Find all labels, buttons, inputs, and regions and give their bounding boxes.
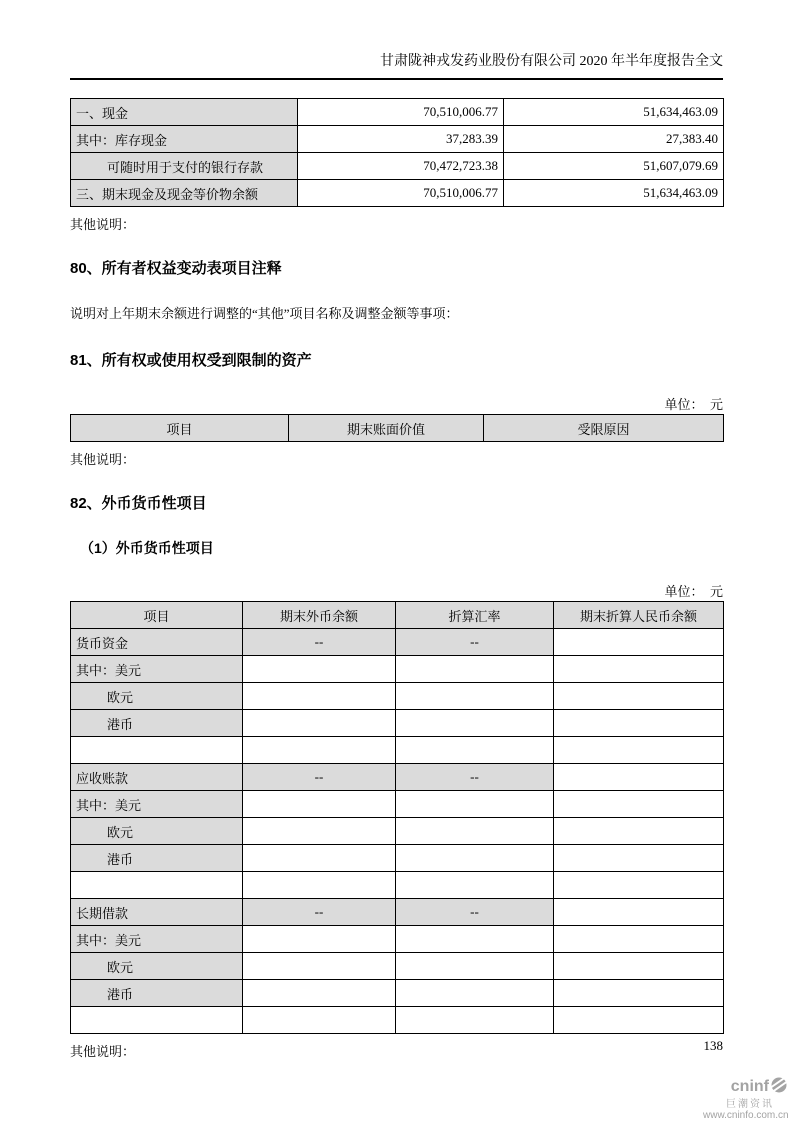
section-80-heading: 80、所有者权益变动表项目注释 — [70, 260, 282, 277]
cell-rate — [396, 791, 554, 818]
cninfo-brand-text: cninf — [730, 1078, 769, 1095]
col-header-item: 项目 — [71, 602, 243, 629]
cell-cny-balance — [554, 899, 724, 926]
cell-rate — [396, 1007, 554, 1034]
cell-rate — [396, 710, 554, 737]
cell-rate: -- — [396, 629, 554, 656]
table-row — [71, 126, 724, 153]
col-header-restriction-reason: 受限原因 — [484, 415, 724, 442]
table-row — [71, 980, 724, 1007]
cell-rate: -- — [396, 764, 554, 791]
cell-begin-balance: 51,634,463.09 — [504, 180, 724, 207]
cell-fc-balance: -- — [243, 629, 396, 656]
section-82-subheading: （1）外币货币性项目 — [80, 540, 214, 556]
table-header-row — [71, 415, 724, 442]
cell-label: 欧元 — [71, 818, 243, 845]
col-header-book-value: 期末账面价值 — [289, 415, 484, 442]
table-row — [71, 710, 724, 737]
cell-label: 货币资金 — [71, 629, 243, 656]
table-row — [71, 791, 724, 818]
table-row — [71, 737, 724, 764]
cell-rate — [396, 953, 554, 980]
cell-rate — [396, 872, 554, 899]
cninfo-cn-name: 巨潮资讯 — [726, 1098, 774, 1110]
cell-fc-balance — [243, 710, 396, 737]
section-82-heading: 82、外币货币性项目 — [70, 495, 207, 512]
cell-label: 欧元 — [71, 683, 243, 710]
cell-cny-balance — [554, 737, 724, 764]
forex-monetary-items-table — [70, 601, 724, 1034]
table-row — [71, 629, 724, 656]
table-row — [71, 180, 724, 207]
cell-cny-balance — [554, 980, 724, 1007]
cell-label: 三、期末现金及现金等价物余额 — [71, 180, 298, 207]
cell-end-balance: 70,472,723.38 — [298, 153, 504, 180]
cell-rate — [396, 737, 554, 764]
table-row — [71, 683, 724, 710]
cninfo-logo-brand-row — [703, 1076, 788, 1099]
cell-fc-balance — [243, 953, 396, 980]
cell-fc-balance — [243, 683, 396, 710]
cell-label: 其中：美元 — [71, 656, 243, 683]
cell-label: 港币 — [71, 980, 243, 1007]
cell-fc-balance — [243, 737, 396, 764]
cell-label — [71, 1007, 243, 1034]
cell-label — [71, 872, 243, 899]
cell-fc-balance — [243, 818, 396, 845]
cell-fc-balance — [243, 926, 396, 953]
cell-begin-balance: 51,607,079.69 — [504, 153, 724, 180]
section-80-paragraph: 说明对上年期末余额进行调整的“其他”项目名称及调整金额等事项： — [70, 306, 459, 321]
cell-cny-balance — [554, 818, 724, 845]
table-row — [71, 764, 724, 791]
cell-label: 港币 — [71, 845, 243, 872]
cell-label: 长期借款 — [71, 899, 243, 926]
cell-label: 一、现金 — [71, 99, 298, 126]
cell-cny-balance — [554, 953, 724, 980]
cell-fc-balance — [243, 980, 396, 1007]
cell-label: 欧元 — [71, 953, 243, 980]
col-header-item: 项目 — [71, 415, 289, 442]
cell-cny-balance — [554, 683, 724, 710]
col-header-fc-balance: 期末外币余额 — [243, 602, 396, 629]
unit-label: 单位： 元 — [664, 397, 723, 412]
cell-rate — [396, 683, 554, 710]
cell-cny-balance — [554, 926, 724, 953]
cell-cny-balance — [554, 1007, 724, 1034]
table-row — [71, 818, 724, 845]
cell-end-balance: 70,510,006.77 — [298, 180, 504, 207]
table-header-row — [71, 602, 724, 629]
restricted-assets-table — [70, 414, 724, 442]
cell-begin-balance: 51,634,463.09 — [504, 99, 724, 126]
cell-label — [71, 737, 243, 764]
cell-fc-balance: -- — [243, 899, 396, 926]
cell-fc-balance — [243, 845, 396, 872]
cell-cny-balance — [554, 791, 724, 818]
cell-fc-balance — [243, 791, 396, 818]
cell-end-balance: 70,510,006.77 — [298, 99, 504, 126]
unit-label: 单位： 元 — [664, 584, 723, 599]
table-row — [71, 899, 724, 926]
cell-cny-balance — [554, 872, 724, 899]
cell-rate — [396, 980, 554, 1007]
cell-rate — [396, 818, 554, 845]
report-header-title: 甘肃陇神戎发药业股份有限公司 2020 年半年度报告全文 — [70, 0, 723, 80]
cash-equivalents-table — [70, 98, 724, 207]
cell-cny-balance — [554, 656, 724, 683]
page-content — [70, 0, 723, 1057]
cninfo-logo — [703, 1076, 788, 1122]
cell-label: 其中：库存现金 — [71, 126, 298, 153]
table-row — [71, 1007, 724, 1034]
cell-cny-balance — [554, 710, 724, 737]
table-row — [71, 872, 724, 899]
cninfo-swirl-icon — [770, 1076, 788, 1099]
cell-end-balance: 37,283.39 — [298, 126, 504, 153]
table-row — [71, 953, 724, 980]
table-row — [71, 845, 724, 872]
cell-label: 其中：美元 — [71, 791, 243, 818]
col-header-cny-balance: 期末折算人民币余额 — [554, 602, 724, 629]
table-row — [71, 153, 724, 180]
section-81-heading: 81、所有权或使用权受到限制的资产 — [70, 352, 312, 369]
table-row — [71, 656, 724, 683]
cell-label: 应收账款 — [71, 764, 243, 791]
col-header-rate: 折算汇率 — [396, 602, 554, 629]
other-note: 其他说明： — [70, 452, 136, 467]
cell-rate — [396, 926, 554, 953]
table-row — [71, 99, 724, 126]
cninfo-url: www.cninfo.com.cn — [703, 1110, 789, 1122]
other-note: 其他说明： — [70, 217, 136, 232]
cell-fc-balance — [243, 1007, 396, 1034]
cell-cny-balance — [554, 845, 724, 872]
cell-cny-balance — [554, 629, 724, 656]
cell-rate — [396, 845, 554, 872]
cell-fc-balance: -- — [243, 764, 396, 791]
cell-label: 可随时用于支付的银行存款 — [71, 153, 298, 180]
cell-begin-balance: 27,383.40 — [504, 126, 724, 153]
cell-fc-balance — [243, 656, 396, 683]
cell-cny-balance — [554, 764, 724, 791]
page-number: 138 — [703, 1038, 723, 1053]
cell-rate — [396, 656, 554, 683]
other-note: 其他说明： — [70, 1044, 136, 1059]
cell-fc-balance — [243, 872, 396, 899]
cell-label: 其中：美元 — [71, 926, 243, 953]
table-row — [71, 926, 724, 953]
cell-label: 港币 — [71, 710, 243, 737]
cell-rate: -- — [396, 899, 554, 926]
